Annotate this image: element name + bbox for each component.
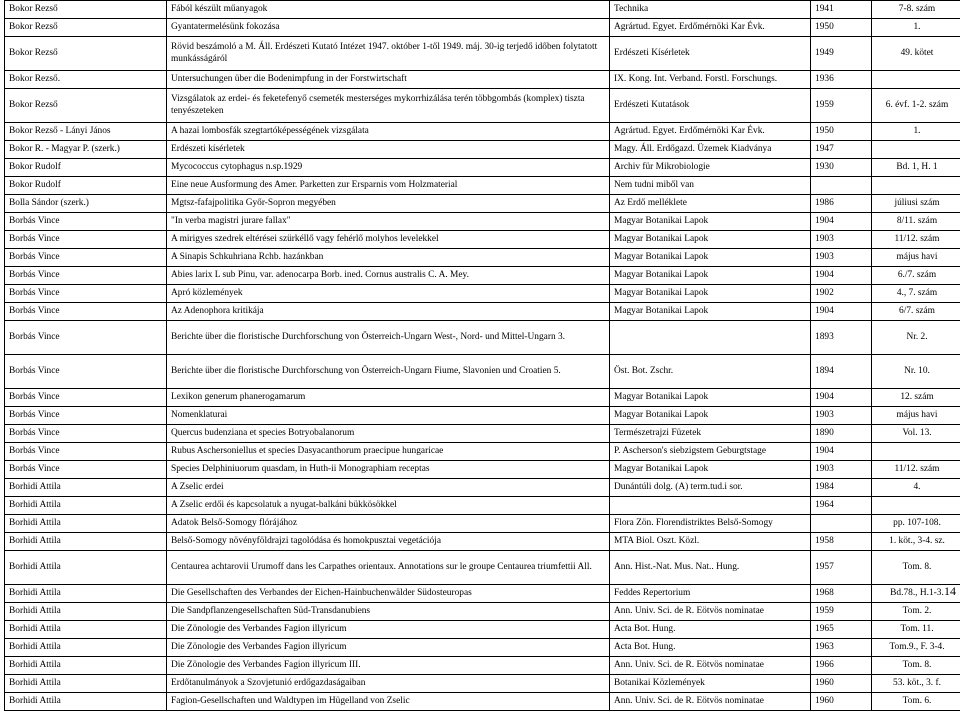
source-cell: Botanikai Közlemények <box>610 675 811 693</box>
year-cell: 1964 <box>811 497 872 515</box>
title-cell: Mgtsz-fafajpolitika Győr-Sopron megyében <box>167 195 610 213</box>
source-cell: Ann. Univ. Sci. de R. Eötvös nominatae <box>610 657 811 675</box>
author-cell: Borhidi Attila <box>5 657 167 675</box>
volume-cell: 8/11. szám <box>872 213 960 231</box>
title-cell: Mycococcus cytophagus n.sp.1929 <box>167 159 610 177</box>
volume-cell: 7-8. szám <box>872 1 960 19</box>
volume-cell <box>872 71 960 89</box>
author-cell: Borbás Vince <box>5 443 167 461</box>
title-cell: Berichte über die floristische Durchforschung von Österreich-Ungarn West-, Nord- und Mittel-Ungarn 3. <box>167 321 610 355</box>
author-cell: Bolla Sándor (szerk.) <box>5 195 167 213</box>
title-cell: A Sinapis Schkuhriana Rchb. hazánkban <box>167 249 610 267</box>
title-cell: Berichte über die floristische Durchforschung von Österreich-Ungarn Fiume, Slavonien und Croatien 5. <box>167 355 610 389</box>
title-cell: Eine neue Ausformung des Amer. Parketten zur Ersparnis vom Holzmaterial <box>167 177 610 195</box>
title-cell: Die Zönologie des Verbandes Fagion illyricum <box>167 621 610 639</box>
year-cell: 1984 <box>811 479 872 497</box>
author-cell: Bokor R. - Magyar P. (szerk.) <box>5 141 167 159</box>
volume-cell: május havi <box>872 249 960 267</box>
year-cell: 1903 <box>811 249 872 267</box>
year-cell: 1890 <box>811 425 872 443</box>
table-row <box>5 321 960 355</box>
year-cell: 1968 <box>811 585 872 603</box>
source-cell: Erdészeti Kísérletek <box>610 37 811 71</box>
year-cell: 1947 <box>811 141 872 159</box>
source-cell: Magyar Botanikai Lapok <box>610 267 811 285</box>
year-cell: 1893 <box>811 321 872 355</box>
year-cell: 1941 <box>811 1 872 19</box>
volume-cell: Vol. 13. <box>872 425 960 443</box>
source-cell: P. Ascherson's siebzigstem Geburgtstage <box>610 443 811 461</box>
source-cell: Magyar Botanikai Lapok <box>610 389 811 407</box>
table-row <box>5 249 960 267</box>
table-row <box>5 551 960 585</box>
volume-cell: Nr. 10. <box>872 355 960 389</box>
title-cell: Centaurea achtarovii Urumoff dans les Carpathes orientaux. Annotations sur le groupe Centaurea triumfettii All. <box>167 551 610 585</box>
year-cell: 1936 <box>811 71 872 89</box>
author-cell: Borhidi Attila <box>5 693 167 711</box>
volume-cell: 11/12. szám <box>872 231 960 249</box>
title-cell: A hazai lombosfák szegtartóképességének vizsgálata <box>167 123 610 141</box>
table-row <box>5 1 960 19</box>
author-cell: Borhidi Attila <box>5 515 167 533</box>
title-cell: A mirigyes szedrek eltérései szürkéllő vagy fehérlő molyhos levelekkel <box>167 231 610 249</box>
title-cell: Die Zönologie des Verbandes Fagion illyricum III. <box>167 657 610 675</box>
title-cell: Species Delphiniuorum quasdam, in Huth-ii Monographiam receptas <box>167 461 610 479</box>
year-cell: 1986 <box>811 195 872 213</box>
source-cell: MTA Biol. Oszt. Közl. <box>610 533 811 551</box>
year-cell: 1963 <box>811 639 872 657</box>
table-row <box>5 231 960 249</box>
volume-cell: 49. kötet <box>872 37 960 71</box>
author-cell: Bokor Rezső. <box>5 71 167 89</box>
table-row <box>5 71 960 89</box>
author-cell: Borhidi Attila <box>5 585 167 603</box>
source-cell: Öst. Bot. Zschr. <box>610 355 811 389</box>
title-cell: Adatok Belső-Somogy flórájához <box>167 515 610 533</box>
year-cell: 1904 <box>811 213 872 231</box>
author-cell: Borhidi Attila <box>5 479 167 497</box>
table-row <box>5 141 960 159</box>
volume-cell: 1. köt., 3-4. sz. <box>872 533 960 551</box>
volume-cell: Tom. 8. <box>872 551 960 585</box>
table-row <box>5 213 960 231</box>
volume-cell <box>872 497 960 515</box>
table-row <box>5 177 960 195</box>
source-cell: Acta Bot. Hung. <box>610 639 811 657</box>
source-cell: Természetrajzi Füzetek <box>610 425 811 443</box>
author-cell: Bokor Rudolf <box>5 177 167 195</box>
source-cell: Agrártud. Egyet. Erdőmérnöki Kar Évk. <box>610 123 811 141</box>
title-cell: Quercus budenziana et species Botryobalanorum <box>167 425 610 443</box>
volume-cell <box>872 177 960 195</box>
author-cell: Borhidi Attila <box>5 533 167 551</box>
title-cell: Nomenklaturai <box>167 407 610 425</box>
volume-cell: 6./7. szám <box>872 267 960 285</box>
title-cell: Die Zönologie des Verbandes Fagion illyricum <box>167 639 610 657</box>
author-cell: Borbás Vince <box>5 407 167 425</box>
title-cell: Belső-Somogy növényföldrajzi tagolódása és homokpusztai vegetációja <box>167 533 610 551</box>
year-cell: 1904 <box>811 303 872 321</box>
volume-cell: 12. szám <box>872 389 960 407</box>
title-cell: A Zselic erdei <box>167 479 610 497</box>
source-cell: Magyar Botanikai Lapok <box>610 213 811 231</box>
source-cell: Nem tudni miből van <box>610 177 811 195</box>
author-cell: Bokor Rudolf <box>5 159 167 177</box>
title-cell: Az Adenophora kritikája <box>167 303 610 321</box>
year-cell: 1959 <box>811 89 872 123</box>
table-row <box>5 621 960 639</box>
source-cell: Magyar Botanikai Lapok <box>610 407 811 425</box>
source-cell: Technika <box>610 1 811 19</box>
table-row <box>5 603 960 621</box>
volume-cell: Tom.9., F. 3-4. <box>872 639 960 657</box>
year-cell: 1959 <box>811 603 872 621</box>
year-cell: 1965 <box>811 621 872 639</box>
source-cell: Magyar Botanikai Lapok <box>610 461 811 479</box>
volume-cell: Bd.78., H.1-3. <box>872 585 960 603</box>
volume-cell: Tom. 8. <box>872 657 960 675</box>
title-cell: A Zselic erdői és kapcsolatuk a nyugat-balkáni bükkösökkel <box>167 497 610 515</box>
author-cell: Borbás Vince <box>5 285 167 303</box>
source-cell: Feddes Repertorium <box>610 585 811 603</box>
author-cell: Borbás Vince <box>5 425 167 443</box>
year-cell: 1903 <box>811 461 872 479</box>
table-row <box>5 195 960 213</box>
table-row <box>5 497 960 515</box>
title-cell: Erdészeti kísérletek <box>167 141 610 159</box>
volume-cell: 11/12. szám <box>872 461 960 479</box>
year-cell: 1950 <box>811 19 872 37</box>
year-cell: 1904 <box>811 389 872 407</box>
bibliography-table <box>4 0 960 711</box>
year-cell: 1894 <box>811 355 872 389</box>
author-cell: Borhidi Attila <box>5 639 167 657</box>
title-cell: Untersuchungen über die Bodenimpfung in der Forstwirtschaft <box>167 71 610 89</box>
source-cell: IX. Kong. Int. Verband. Forstl. Forschungs. <box>610 71 811 89</box>
author-cell: Bokor Rezső <box>5 89 167 123</box>
table-row <box>5 425 960 443</box>
title-cell: Lexikon generum phanerogamarum <box>167 389 610 407</box>
source-cell: Magy. Áll. Erdőgazd. Üzemek Kiadványa <box>610 141 811 159</box>
source-cell <box>610 321 811 355</box>
table-row <box>5 693 960 711</box>
table-row <box>5 355 960 389</box>
author-cell: Bokor Rezső <box>5 19 167 37</box>
title-cell: Gyantatermelésünk fokozása <box>167 19 610 37</box>
table-row <box>5 267 960 285</box>
title-cell: Erdőtanulmányok a Szovjetunió erdőgazdaságaiban <box>167 675 610 693</box>
table-row <box>5 389 960 407</box>
page-number: 14 <box>944 584 956 599</box>
author-cell: Borhidi Attila <box>5 675 167 693</box>
title-cell: Fából készült műanyagok <box>167 1 610 19</box>
title-cell: Die Sandpflanzengesellschaften Süd-Transdanubiens <box>167 603 610 621</box>
table-row <box>5 443 960 461</box>
author-cell: Borhidi Attila <box>5 603 167 621</box>
source-cell: Magyar Botanikai Lapok <box>610 231 811 249</box>
volume-cell: 4. <box>872 479 960 497</box>
source-cell: Ann. Univ. Sci. de R. Eötvös nominatae <box>610 603 811 621</box>
year-cell: 1950 <box>811 123 872 141</box>
author-cell: Bokor Rezső <box>5 37 167 71</box>
table-row <box>5 461 960 479</box>
table-row <box>5 407 960 425</box>
title-cell: Die Gesellschaften des Verbandes der Eichen-Hainbuchenwälder Südosteuropas <box>167 585 610 603</box>
year-cell: 1960 <box>811 675 872 693</box>
year-cell: 1902 <box>811 285 872 303</box>
source-cell: Archiv für Mikrobiologie <box>610 159 811 177</box>
title-cell: Apró közlemények <box>167 285 610 303</box>
source-cell: Magyar Botanikai Lapok <box>610 249 811 267</box>
table-row <box>5 585 960 603</box>
author-cell: Borbás Vince <box>5 303 167 321</box>
table-row <box>5 19 960 37</box>
volume-cell: pp. 107-108. <box>872 515 960 533</box>
year-cell: 1966 <box>811 657 872 675</box>
source-cell: Magyar Botanikai Lapok <box>610 285 811 303</box>
volume-cell: Bd. 1, H. 1 <box>872 159 960 177</box>
table-row <box>5 37 960 71</box>
author-cell: Borhidi Attila <box>5 621 167 639</box>
year-cell <box>811 177 872 195</box>
table-row <box>5 639 960 657</box>
title-cell: Rubus Aschersoniellus et species Dasyacanthorum praecipue hungaricae <box>167 443 610 461</box>
year-cell: 1960 <box>811 693 872 711</box>
source-cell <box>610 497 811 515</box>
source-cell: Erdészeti Kutatások <box>610 89 811 123</box>
volume-cell: 53. köt., 3. f. <box>872 675 960 693</box>
year-cell: 1930 <box>811 159 872 177</box>
volume-cell <box>872 141 960 159</box>
source-cell: Magyar Botanikai Lapok <box>610 303 811 321</box>
volume-cell: 6. évf. 1-2. szám <box>872 89 960 123</box>
author-cell: Borbás Vince <box>5 321 167 355</box>
source-cell: Acta Bot. Hung. <box>610 621 811 639</box>
table-row <box>5 533 960 551</box>
source-cell: Az Erdő melléklete <box>610 195 811 213</box>
source-cell: Dunántúli dolg. (A) term.tud.i sor. <box>610 479 811 497</box>
volume-cell: Tom. 6. <box>872 693 960 711</box>
title-cell: Abies larix L sub Pinu, var. adenocarpa Borb. ined. Cornus australis C. A. Mey. <box>167 267 610 285</box>
author-cell: Borbás Vince <box>5 461 167 479</box>
volume-cell: Nr. 2. <box>872 321 960 355</box>
author-cell: Borbás Vince <box>5 355 167 389</box>
author-cell: Borbás Vince <box>5 213 167 231</box>
year-cell: 1904 <box>811 443 872 461</box>
table-row <box>5 285 960 303</box>
volume-cell: júliusi szám <box>872 195 960 213</box>
title-cell: "In verba magistri jurare fallax" <box>167 213 610 231</box>
year-cell: 1958 <box>811 533 872 551</box>
table-row <box>5 515 960 533</box>
volume-cell: Tom. 11. <box>872 621 960 639</box>
table-row <box>5 479 960 497</box>
author-cell: Borhidi Attila <box>5 551 167 585</box>
author-cell: Borhidi Attila <box>5 497 167 515</box>
author-cell: Borbás Vince <box>5 389 167 407</box>
table-row <box>5 159 960 177</box>
volume-cell: 6/7. szám <box>872 303 960 321</box>
title-cell: Vizsgálatok az erdei- és feketefenyő csemeték mesterséges mykorrhizálása terén többgombás (komplex) tiszta tenyészeteken <box>167 89 610 123</box>
year-cell: 1957 <box>811 551 872 585</box>
table-row <box>5 89 960 123</box>
table-row <box>5 657 960 675</box>
volume-cell <box>872 443 960 461</box>
volume-cell: 1. <box>872 19 960 37</box>
volume-cell: 4., 7. szám <box>872 285 960 303</box>
author-cell: Borbás Vince <box>5 267 167 285</box>
source-cell: Agrártud. Egyet. Erdőmérnöki Kar Évk. <box>610 19 811 37</box>
year-cell: 1903 <box>811 407 872 425</box>
source-cell: Ann. Univ. Sci. de R. Eötvös nominatae <box>610 693 811 711</box>
year-cell: 1903 <box>811 231 872 249</box>
year-cell <box>811 515 872 533</box>
table-row <box>5 303 960 321</box>
volume-cell: 1. <box>872 123 960 141</box>
volume-cell: május havi <box>872 407 960 425</box>
volume-cell: Tom. 2. <box>872 603 960 621</box>
year-cell: 1904 <box>811 267 872 285</box>
author-cell: Borbás Vince <box>5 249 167 267</box>
author-cell: Bokor Rezső - Lányi János <box>5 123 167 141</box>
table-row <box>5 675 960 693</box>
title-cell: Fagion-Gesellschaften und Waldtypen im Hügelland von Zselic <box>167 693 610 711</box>
table-row <box>5 123 960 141</box>
source-cell: Flora Zön. Florendistriktes Belső-Somogy <box>610 515 811 533</box>
title-cell: Rövid beszámoló a M. Áll. Erdészeti Kutató Intézet 1947. október 1-től 1949. máj. 30-ig terjedő időben folytatott munkásságáról <box>167 37 610 71</box>
year-cell: 1949 <box>811 37 872 71</box>
author-cell: Borbás Vince <box>5 231 167 249</box>
author-cell: Bokor Rezső <box>5 1 167 19</box>
source-cell: Ann. Hist.-Nat. Mus. Nat.. Hung. <box>610 551 811 585</box>
